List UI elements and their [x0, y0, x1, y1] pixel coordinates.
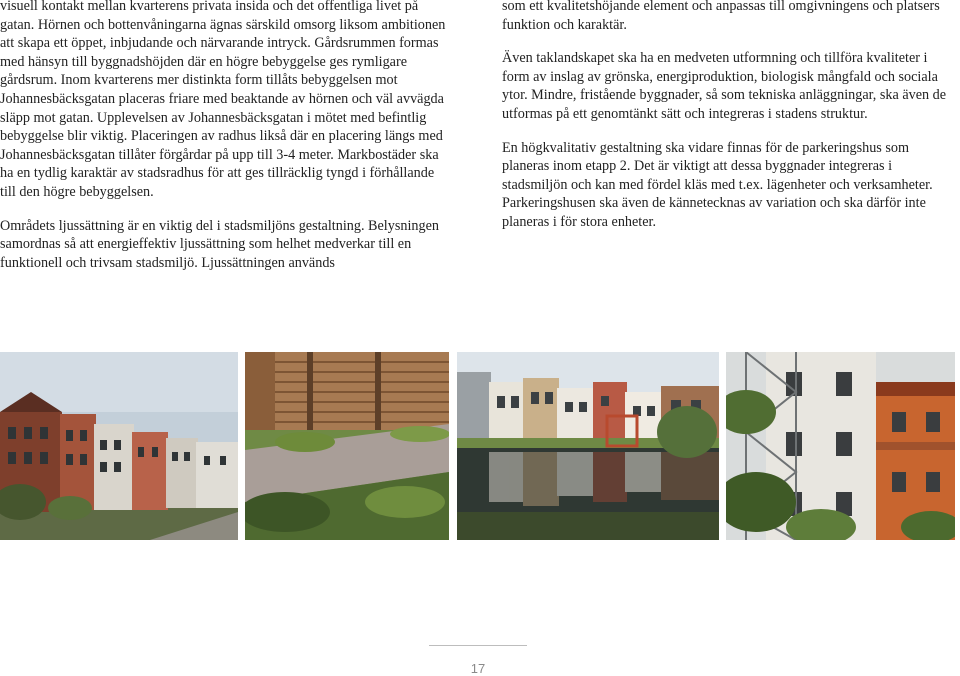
photo-houses-reflected-pond [457, 352, 719, 540]
body-paragraph: Även taklandskapet ska ha en medveten utformning och tillföra kvaliteter i form av inslag av grönska, energiproduktion, biologisk mångfald och sociala ytor. Mindre, fristående byggnader, så som tekniska anläggningar, ska även de utformas på ett genomtänkt sätt och integreras i stadens struktur. [502, 50, 947, 122]
photo-brick-townhouses [0, 352, 238, 540]
right-text-column [502, 0, 952, 247]
body-paragraph: visuell kontakt mellan kvarterens privata insida och det offentliga livet på gatan. Hörnen och bottenvåningarna ägnas särskild omsorg liksom ambitionen att skapa ett öppet, inbjudande och närvarande intryck. Gårdsrummen formas med hänsyn till byggnadshöjden där en högre bebyggelse ges rymligare gårdsrum. Inom kvarterens mer distinkta form tillåts bebyggelsen mot Johannesbäcksgatan placeras friare med beaktande av hörnen och väl avvägda släpp mot gatan. Upplevelsen av Johannesbäcksgatan i mötet med befintlig bebyggelse blir viktig. Placeringen av radhus likså där en placering längs med Johannesbäcksgatan tillåter förgårdar på upp till 3-4 meter. Markbostäder ska ha en tydlig karaktär av stadsradhus för att ges tillräcklig tyngd i förhållande till den högre bebyggelsen. [0, 0, 446, 200]
photo-facades-external-stairs [726, 352, 955, 540]
footer-divider [429, 645, 527, 646]
body-paragraph: En högkvalitativ gestaltning ska vidare finnas för de parkeringshus som planeras inom etapp 2. Det är viktigt att dessa byggnader integreras i stadsmiljön och kan med fördel kläs med t.ex. lägenheter och verksamheter. Parkeringshusen ska även de kännetecknas av variation och ska därför inte planeras i för stora enheter. [502, 139, 933, 230]
body-paragraph: Områdets ljussättning är en viktig del i stadsmiljöns gestaltning. Belysningen samordnas så att energieffektiv ljussättning som helhet medverkar till en funktionell och trivsam stadsmiljö. Ljussättningen används [0, 217, 439, 271]
page-number: 17 [470, 661, 486, 676]
body-paragraph: som ett kvalitetshöjande element och anpassas till omgivningens och platsers funktion och karaktär. [502, 0, 940, 33]
photo-timber-fence-garden [245, 352, 449, 540]
left-text-column [0, 0, 452, 287]
